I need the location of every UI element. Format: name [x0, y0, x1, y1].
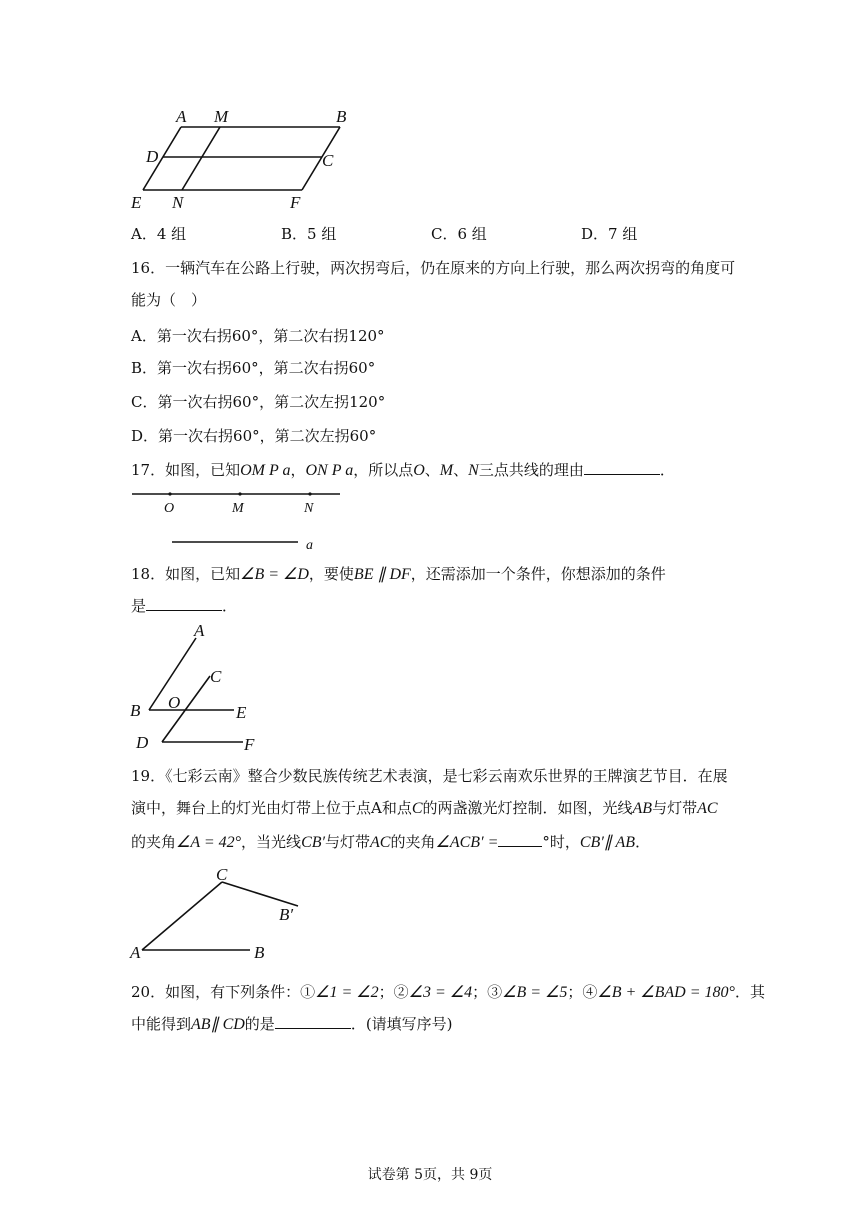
q15-option-d: D．7 组: [581, 225, 638, 243]
q17-answer-blank[interactable]: [584, 460, 660, 475]
label-E: E: [131, 193, 142, 212]
q18-stem-line2: 是 ．: [131, 597, 238, 615]
label-a: a: [306, 538, 313, 553]
q16-option-a: A．第一次右拐60°，第二次右拐120°: [131, 327, 385, 345]
q20-answer-blank[interactable]: [275, 1014, 351, 1029]
label-B: B: [336, 107, 347, 126]
q17-stem: 17．如图，已知OM P a，ON P a，所以点O、M、N三点共线的理由 ．: [131, 461, 675, 479]
label-A: A: [130, 943, 141, 962]
label-M: M: [232, 501, 244, 516]
q15-figure: [128, 104, 368, 216]
q19-stem-line2: 演中，舞台上的灯光由灯带上位于点A和点C的两盏激光灯控制．如图，光线AB与灯带AC: [131, 799, 718, 817]
page-footer: 试卷第 5页，共 9页: [367, 1167, 493, 1183]
q18-answer-blank[interactable]: [146, 596, 222, 611]
label-D: D: [136, 733, 149, 752]
label-B: B: [254, 943, 265, 962]
q20-stem-line1: 20．如图，有下列条件：①∠1 = ∠2；②∠3 = ∠4；③∠B = ∠5；④∠B + ∠BAD = 180°．其: [131, 983, 765, 1001]
label-F: F: [290, 193, 301, 212]
label-D: D: [146, 147, 159, 166]
q16-option-d: D．第一次右拐60°，第二次左拐60°: [131, 427, 377, 445]
label-A: A: [176, 107, 187, 126]
label-B: B: [130, 701, 141, 720]
q16-option-b: B．第一次右拐60°，第二次右拐60°: [131, 359, 376, 377]
q19-figure: [128, 864, 308, 964]
label-F: F: [244, 735, 255, 754]
q19-answer-blank[interactable]: [498, 832, 542, 847]
label-A: A: [194, 621, 205, 640]
q16-stem-line1: 16．一辆汽车在公路上行驶，两次拐弯后，仍在原来的方向上行驶，那么两次拐弯的角度可: [131, 259, 736, 277]
q16-stem-line2: 能为（ ）: [131, 291, 207, 309]
label-O: O: [164, 501, 175, 516]
q19-stem-line3: 的夹角∠A = 42°，当光线CB′与灯带AC的夹角∠ACB′ = °时，CB′∥ AB．: [131, 833, 651, 851]
q17-figure: [128, 486, 348, 556]
label-C: C: [216, 865, 228, 884]
q19-stem-line1: 19．《七彩云南》整合少数民族传统艺术表演，是七彩云南欢乐世界的王牌演艺节目．在展: [131, 767, 728, 785]
q15-option-a: A．4 组: [131, 225, 187, 243]
label-M: M: [214, 107, 229, 126]
q18-figure: [128, 620, 278, 754]
q20-stem-line2: 中能得到AB∥ CD的是 ．(请填写序号): [131, 1015, 453, 1033]
label-N: N: [304, 501, 314, 516]
q15-option-c: C．6 组: [431, 225, 487, 243]
label-C: C: [322, 151, 334, 170]
q18-stem-line1: 18．如图，已知∠B = ∠D，要使BE ∥ DF，还需添加一个条件，你想添加的条件: [131, 565, 666, 583]
label-E: E: [236, 703, 247, 722]
q15-option-b: B．5 组: [281, 225, 337, 243]
label-N: N: [172, 193, 184, 212]
label-B-prime: B′: [279, 905, 294, 924]
label-C: C: [210, 667, 222, 686]
q16-option-c: C．第一次右拐60°，第二次左拐120°: [131, 393, 386, 411]
label-O: O: [168, 693, 181, 712]
